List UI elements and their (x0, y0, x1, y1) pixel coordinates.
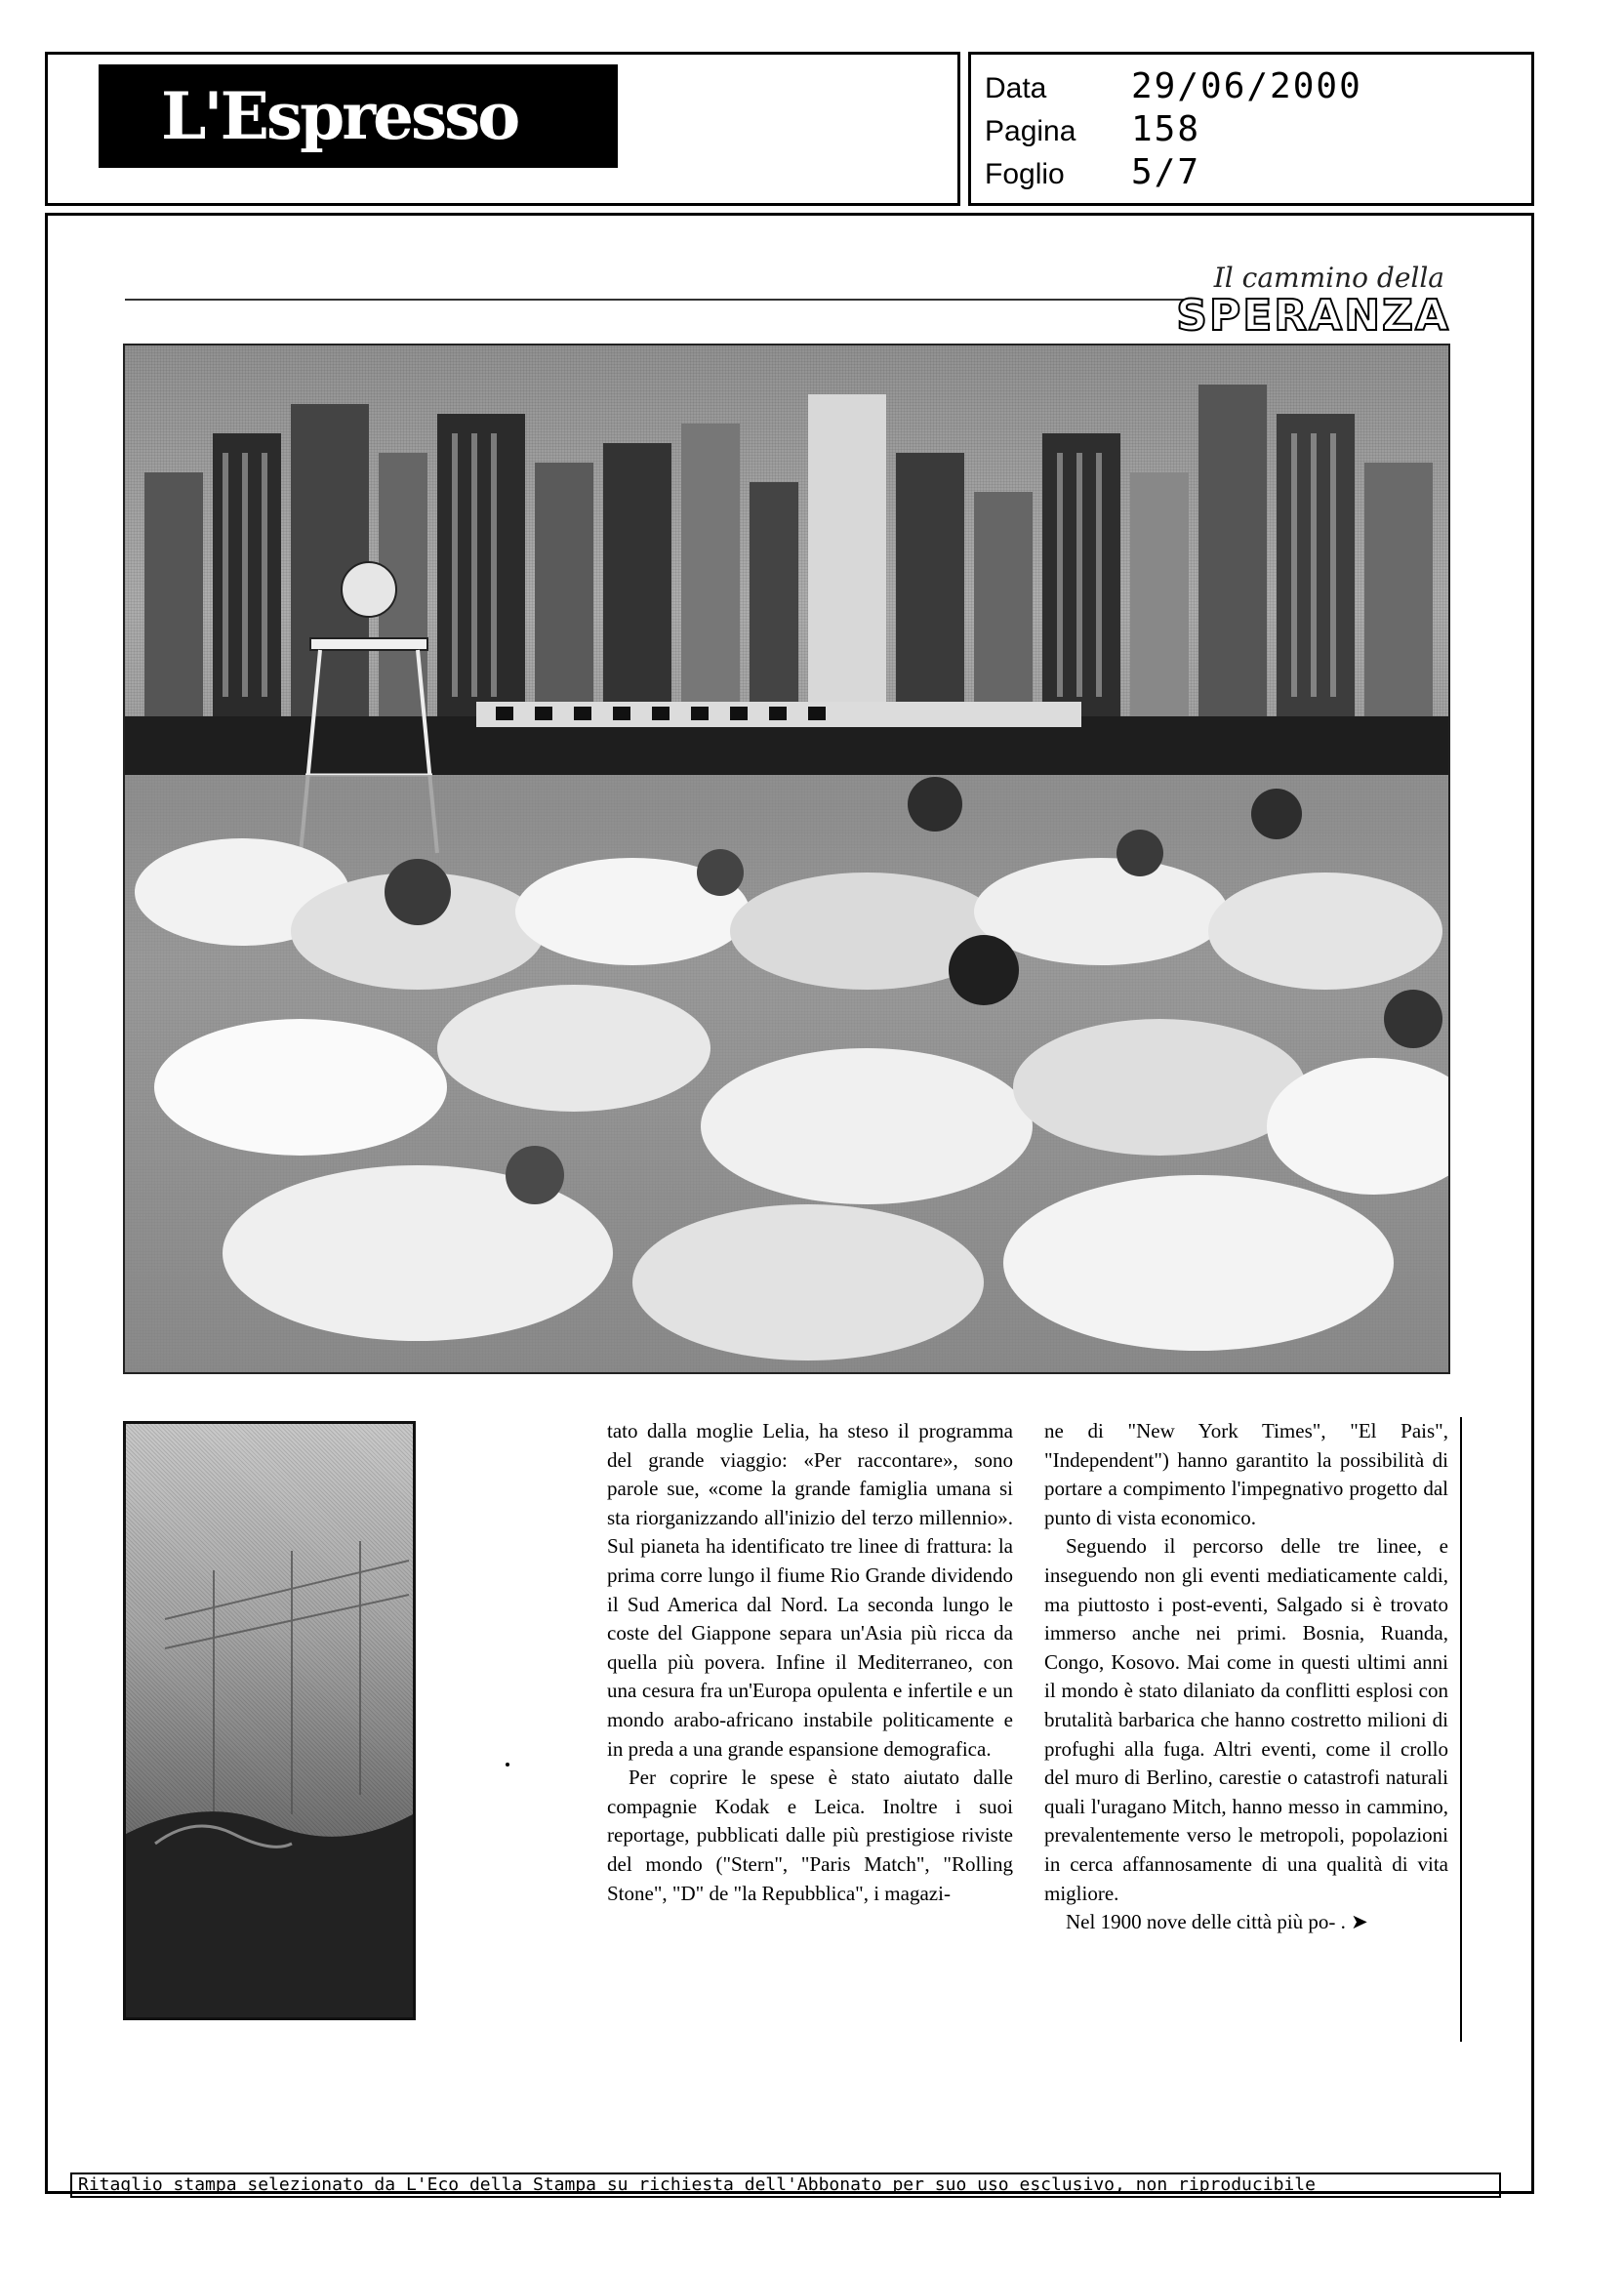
section-title: SPERANZA (1176, 291, 1450, 341)
main-photo (123, 344, 1450, 1374)
article-continuation: Nel 1900 nove delle città più po- . ➤ (1066, 1910, 1368, 1934)
landscape-image (126, 1424, 413, 2017)
stray-dot (506, 1763, 509, 1766)
side-photo (123, 1421, 416, 2020)
meta-row-foglio (985, 152, 1200, 192)
masthead-box (45, 52, 960, 206)
meta-value: 5/7 (1131, 152, 1201, 192)
article-paragraph: Per coprire le spese è stato aiutato dalle compagnie Kodak e Leica. Inoltre i suoi reportage, pubblicati dalle più prestigiose riviste del mondo ("Stern", "Paris Match", "Rolling Stone", "D" de "la Repubblica", i magazi- (607, 1766, 1013, 1905)
column-rule (1460, 1417, 1462, 2042)
article-paragraph: ne di "New York Times", "El Pais", "Independent") hanno garantito la possibilità di portare a compimento l'impegnativo progetto dal punto di vista economico. (1044, 1419, 1448, 1529)
section-kicker: Il cammino della (1213, 262, 1444, 294)
article-column-2 (1044, 1417, 1448, 1937)
city-and-children-image (125, 345, 1448, 1372)
meta-label: Pagina (985, 115, 1076, 147)
clipping-footer: Ritaglio stampa selezionato da L'Eco della Stampa su richiesta dell'Abbonato per suo uso esclusivo, non riproducibile (70, 2172, 1501, 2198)
meta-label: Data (985, 72, 1047, 104)
article-paragraph: tato dalla moglie Lelia, ha steso il programma del grande viaggio: «Per raccontare», sono parole sue, «come la grande famiglia umana si sta riorganizzando all'inizio del terzo millennio». Sul pianeta ha identificato tre linee di frattura: la prima corre lungo il fiume Rio Grande dividendo il Sud America dal Nord. La seconda lungo le coste del Giappone separa un'Asia più ricca da quella più povera. Infine il Mediterraneo, con una cesura fra un'Europa opulenta e infertile e un mondo arabo-africano instabile politicamente e in preda a una grande espansione demografica. (607, 1419, 1013, 1761)
article-column-1 (607, 1417, 1013, 1908)
clipping-meta-box (968, 52, 1534, 206)
meta-label: Foglio (985, 158, 1065, 190)
meta-value: 29/06/2000 (1131, 66, 1362, 106)
section-rule (125, 299, 1189, 301)
article-paragraph: Seguendo il percorso delle tre linee, e inseguendo non gli eventi mediaticamente caldi, ma piuttosto i post-eventi, Salgado si è trovato immerso anche nei primi. Bosnia, Ruanda, Congo, Kosovo. Mai come in questi ultimi anni il mondo è stato dilaniato da conflitti esplosi con brutalità barbarica che hanno costretto milioni di profughi alla fuga. Altri eventi, come il crollo del muro di Berlino, carestie o catastrofi naturali quali l'uragano Mitch, hanno messo in cammino, prevalentemente verso le metropoli, popolazioni in cerca affannosamente di una qualità di vita migliore. (1044, 1534, 1448, 1905)
espresso-logo: L'Espresso (99, 64, 618, 168)
meta-row-data (985, 66, 1362, 106)
meta-row-pagina (985, 109, 1200, 149)
meta-value: 158 (1131, 109, 1201, 149)
